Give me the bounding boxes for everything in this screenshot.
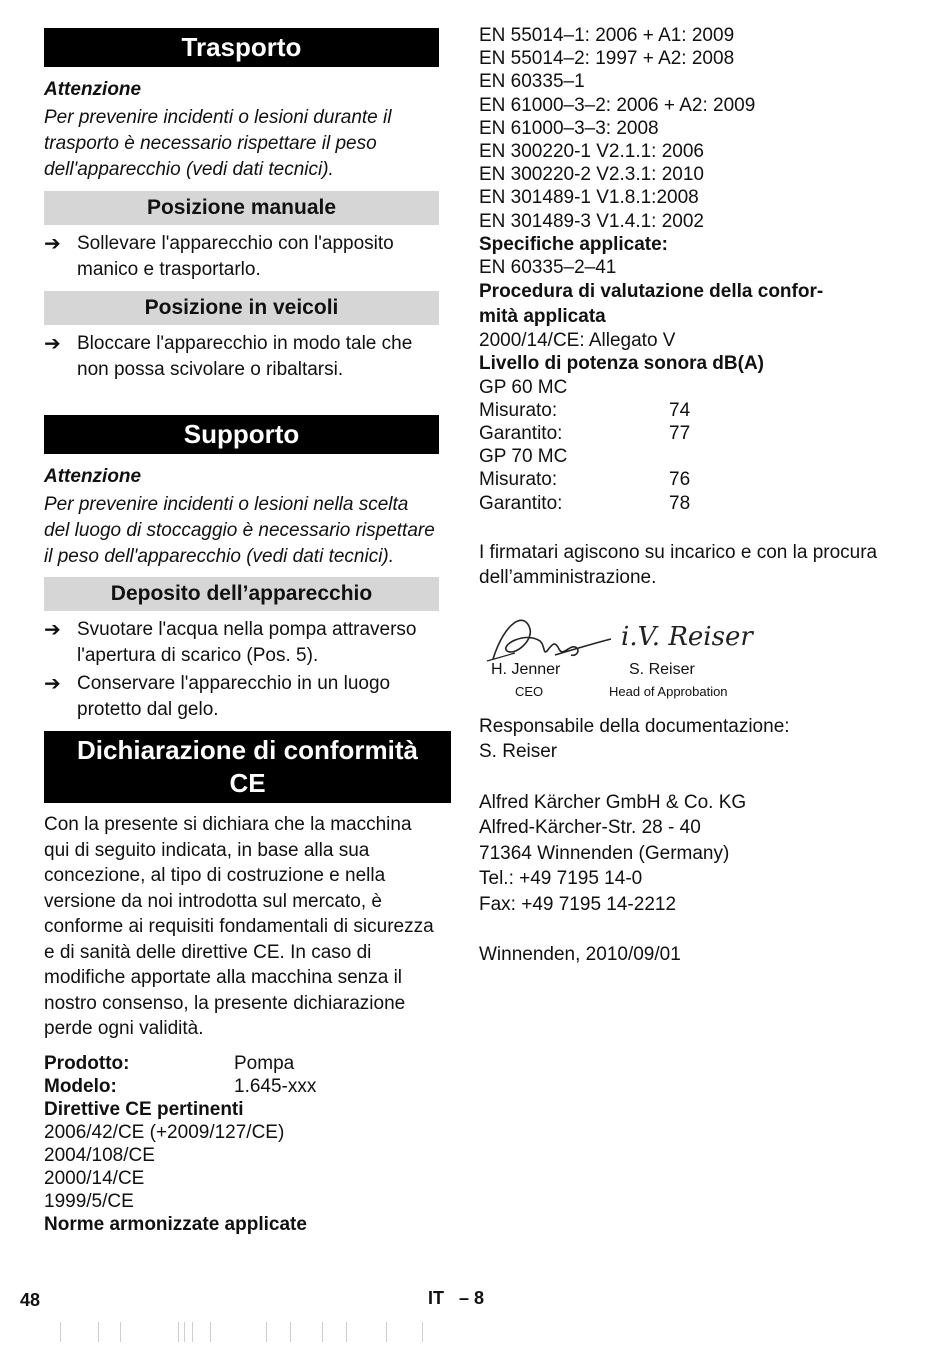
arrow-right-icon: ➔ (44, 673, 61, 695)
signatories-note: I firmatari agiscono su incarico e con la procura dell’amministrazione. (479, 541, 878, 589)
list-item-text: Bloccare l'apparecchio in modo tale che non possa scivolare o ribaltarsi. (77, 333, 413, 380)
place-date: Winnenden, 2010/09/01 (479, 944, 681, 966)
list-item-text: Svuotare l'acqua nella pompa attraverso l'apertura di scarico (Pos. 5). (77, 619, 417, 666)
product-label: Prodotto: (44, 1052, 130, 1074)
storage-warning: Per prevenire incidenti o lesioni nella scelta del luogo di stoccaggio è necessario rispettare il peso dell'apparecchio (vedi dati tecnici). (44, 494, 435, 567)
right-column (479, 24, 899, 968)
standard-item: EN 61000–3–3: 2008 (479, 117, 659, 139)
title-line: Dichiarazione di conformità (77, 735, 418, 765)
address-line: Fax: +49 7195 14-2212 (479, 893, 677, 915)
list-item-text: Sollevare l'apparecchio con l'apposito manico e trasportarlo. (77, 233, 394, 280)
product-row (44, 1052, 439, 1075)
model-row (44, 1075, 439, 1098)
model-label: Modelo: (44, 1075, 117, 1097)
subsection-title-veicoli: Posizione in veicoli (44, 291, 439, 325)
address-line: 71364 Winnenden (Germany) (479, 842, 730, 864)
signatures (479, 609, 899, 704)
procedure-value: 2000/14/CE: Allegato V (479, 330, 676, 352)
directive-item: 2000/14/CE (44, 1167, 145, 1189)
signature-script: i.V. Reiser (621, 621, 753, 652)
transport-warning: Per prevenire incidenti o lesioni durante il trasporto è necessario rispettare il peso dell'apparecchio (vedi dati tecnici). (44, 107, 392, 180)
procedure-heading: mità applicata (479, 306, 606, 328)
directive-item: 2004/108/CE (44, 1144, 155, 1166)
product-info (44, 1052, 439, 1236)
standards-list (479, 24, 899, 233)
measured-label: Misurato: (479, 399, 558, 421)
title-line: CE (229, 768, 266, 798)
subsection-title-deposito: Deposito dell’apparecchio (44, 577, 439, 611)
standards-heading: Norme armonizzate applicate (44, 1213, 307, 1235)
guaranteed-value: 78 (669, 492, 691, 514)
arrow-right-icon: ➔ (44, 233, 61, 255)
standard-item: EN 300220-2 V2.3.1: 2010 (479, 164, 705, 186)
section-title-dichiarazione (44, 731, 451, 803)
procedure-heading: Procedura di valutazione della confor- (479, 281, 824, 303)
product-value: Pompa (234, 1052, 295, 1074)
signatory-role: CEO (515, 683, 544, 699)
left-column (44, 28, 439, 1236)
guaranteed-label: Garantito: (479, 423, 563, 445)
standard-item: EN 61000–3–2: 2006 + A2: 2009 (479, 94, 756, 116)
signature-reiser (619, 609, 753, 659)
directive-item: 1999/5/CE (44, 1190, 134, 1212)
model-name: GP 70 MC (479, 446, 568, 468)
list-item-text: Conservare l'apparecchio in un luogo protetto dal gelo. (77, 673, 391, 720)
specification-item: EN 60335–2–41 (479, 257, 617, 279)
guaranteed-value: 77 (669, 423, 691, 445)
measured-value: 76 (669, 469, 691, 491)
directive-item: 2006/42/CE (+2009/127/CE) (44, 1121, 285, 1143)
guaranteed-row (479, 422, 899, 445)
company-address (479, 790, 899, 918)
signatory-role: Head of Approbation (609, 683, 728, 699)
measured-value: 74 (669, 399, 691, 421)
signatory-name: H. Jenner (491, 660, 561, 678)
measured-row (479, 468, 899, 491)
measured-label: Misurato: (479, 469, 558, 491)
arrow-right-icon: ➔ (44, 333, 61, 355)
signatory-name: S. Reiser (629, 660, 695, 678)
attention-label: Attenzione (44, 466, 142, 487)
guaranteed-label: Garantito: (479, 492, 563, 514)
standard-item: EN 60335–1 (479, 71, 585, 93)
standard-item: EN 300220-1 V2.1.1: 2006 (479, 141, 705, 163)
declaration-text: Con la presente si dichiara che la macchina qui di seguito indicata, in base alla sua concezione, al tipo di costruzione e nella versione da noi introdotta sul mercato, è conforme ai requisiti fondamentali di sicurezza e di sanità delle direttive CE. In caso di modifiche apportate alla macchina senza il nostro consenso, la presente dichiarazione perde ogni validità. (44, 814, 434, 1039)
section-title-trasporto: Trasporto (44, 28, 439, 67)
guaranteed-row (479, 492, 899, 515)
arrow-right-icon: ➔ (44, 619, 61, 641)
directives-heading: Direttive CE pertinenti (44, 1098, 244, 1120)
list-item (44, 671, 439, 723)
standard-item: EN 55014–2: 1997 + A2: 2008 (479, 48, 735, 70)
standard-item: EN 55014–1: 2006 + A1: 2009 (479, 25, 735, 46)
print-marks (60, 1322, 430, 1342)
list-item (44, 231, 439, 283)
address-line: Alfred-Kärcher-Str. 28 - 40 (479, 817, 701, 839)
subsection-title-manuale: Posizione manuale (44, 191, 439, 225)
doc-responsible-label: Responsabile della documentazione: (479, 715, 790, 737)
specifications-heading: Specifiche applicate: (479, 233, 669, 255)
list-item (44, 331, 439, 383)
section-title-supporto: Supporto (44, 415, 439, 454)
standard-item: EN 301489-3 V1.4.1: 2002 (479, 210, 705, 232)
list-item (44, 617, 439, 669)
sound-level-heading: Livello di potenza sonora dB(A) (479, 353, 765, 375)
language-page-label: IT – 8 (428, 1288, 485, 1308)
page-number: 48 (20, 1290, 41, 1310)
address-line: Tel.: +49 7195 14-0 (479, 868, 643, 890)
address-line: Alfred Kärcher GmbH & Co. KG (479, 791, 747, 813)
measured-row (479, 399, 899, 422)
model-value: 1.645-xxx (234, 1075, 317, 1097)
sound-level-table (479, 376, 899, 515)
model-name: GP 60 MC (479, 376, 568, 398)
standard-item: EN 301489-1 V1.8.1:2008 (479, 187, 699, 209)
attention-label: Attenzione (44, 79, 142, 100)
doc-responsible-name: S. Reiser (479, 741, 558, 763)
